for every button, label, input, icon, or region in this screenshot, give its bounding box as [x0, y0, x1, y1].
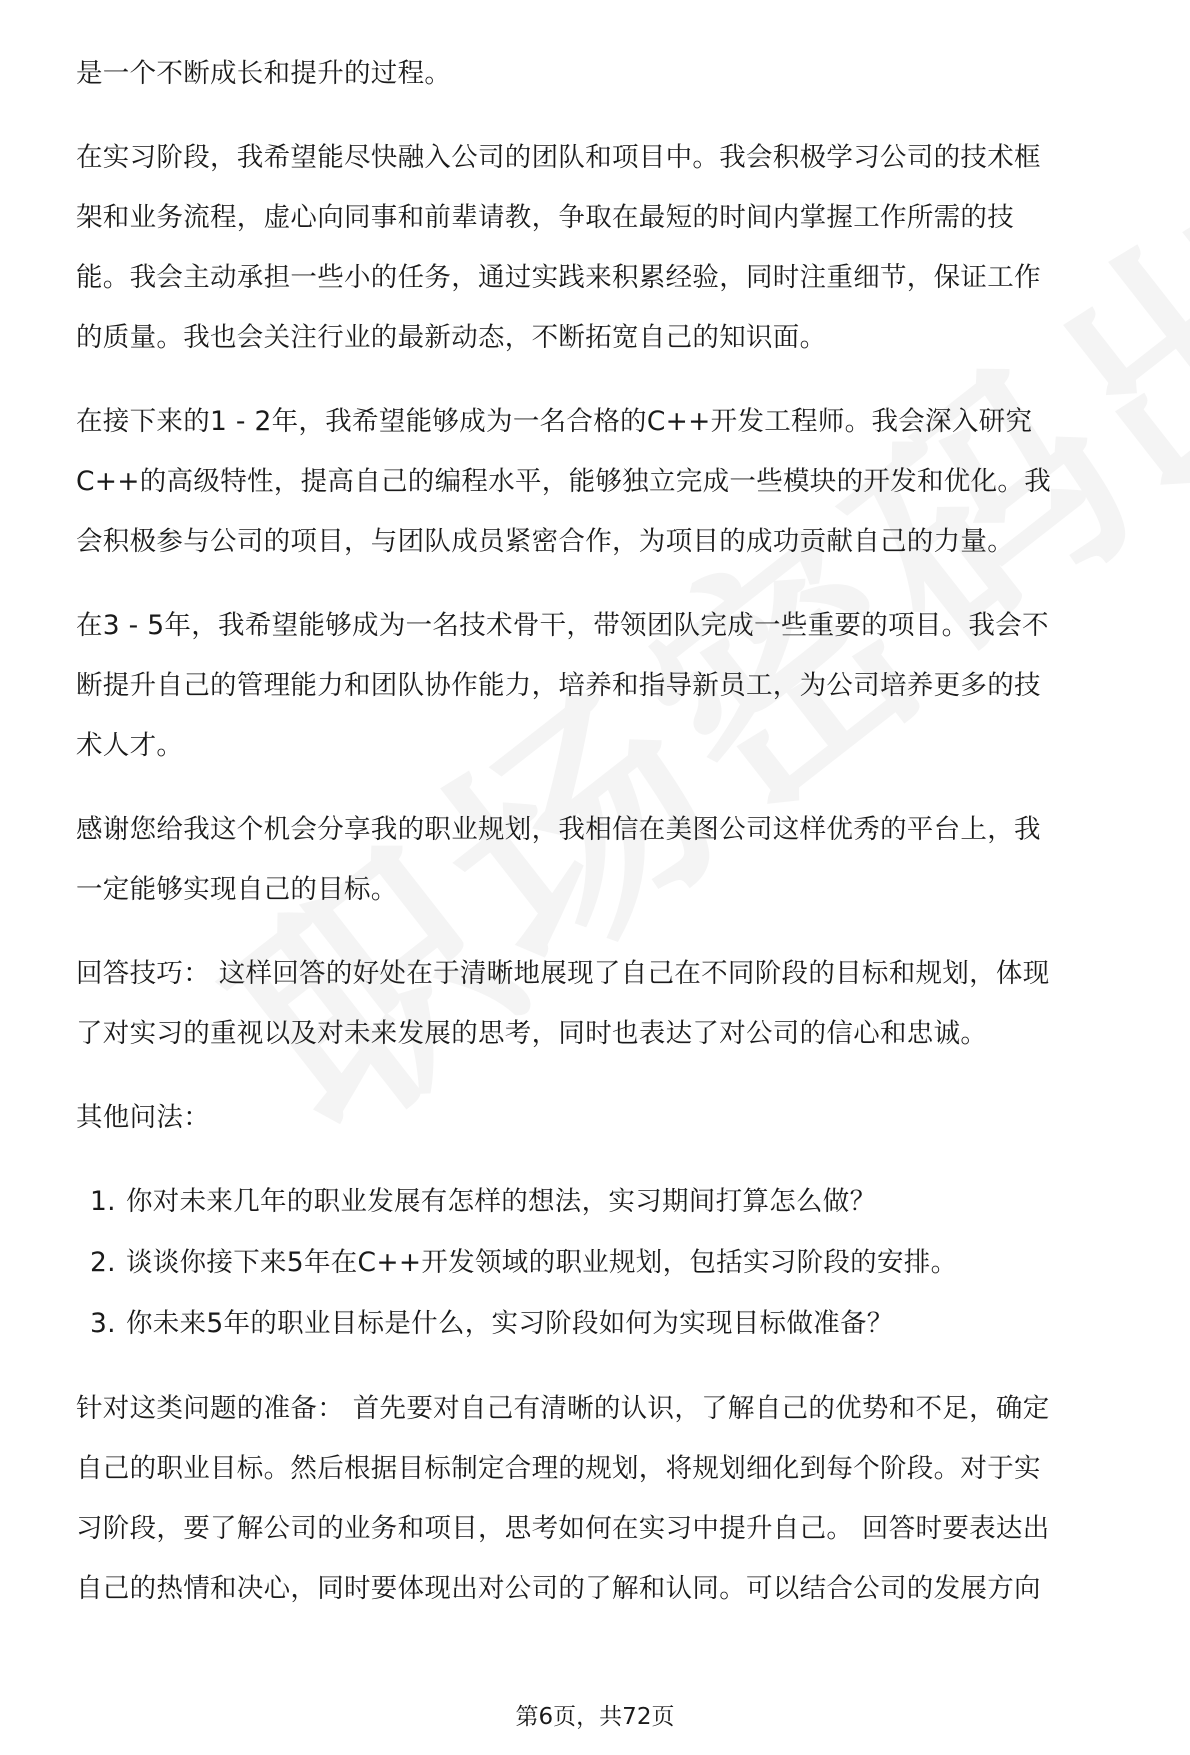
list-text: 你未来5年的职业目标是什么，实习阶段如何为实现目标做准备？ — [126, 1308, 894, 1339]
text-line: 是一个不断成长和提升的过程。 — [76, 58, 452, 89]
paragraph-internship-stage — [76, 128, 1176, 368]
text-line: 的质量。我也会关注行业的最新动态，不断拓宽自己的知识面。 — [76, 322, 827, 353]
text-line: 术人才。 — [76, 730, 184, 761]
page-number-footer: 第6页，共72页 — [515, 1704, 675, 1730]
list-number: 1. — [90, 1186, 116, 1217]
list-number: 3. — [90, 1308, 116, 1339]
paragraph-answer-tips — [76, 944, 1176, 1064]
paragraph-1-2-years — [76, 392, 1176, 572]
text-line: 在3 - 5年，我希望能够成为一名技术骨干，带领团队完成一些重要的项目。我会不 — [76, 610, 1049, 641]
other-questions-list — [76, 1172, 1176, 1355]
paragraph-preparation — [76, 1379, 1176, 1619]
paragraph-other-questions-heading — [76, 1088, 1176, 1148]
text-line: 断提升自己的管理能力和团队协作能力，培养和指导新员工，为公司培养更多的技 — [76, 670, 1041, 701]
list-number: 2. — [90, 1247, 116, 1278]
list-item — [76, 1172, 1176, 1233]
list-item — [76, 1233, 1176, 1294]
text-line: 自己的热情和决心，同时要体现出对公司的了解和认同。可以结合公司的发展方向 — [76, 1573, 1041, 1604]
list-text: 你对未来几年的职业发展有怎样的想法，实习期间打算怎么做？ — [126, 1186, 877, 1217]
text-line: 回答技巧： 这样回答的好处在于清晰地展现了自己在不同阶段的目标和规划，体现 — [76, 958, 1050, 989]
text-line: 架和业务流程，虚心向同事和前辈请教，争取在最短的时间内掌握工作所需的技 — [76, 202, 1014, 233]
text-line: 能。我会主动承担一些小的任务，通过实践来积累经验，同时注重细节，保证工作 — [76, 262, 1041, 293]
text-line: 了对实习的重视以及对未来发展的思考，同时也表达了对公司的信心和忠诚。 — [76, 1018, 988, 1049]
text-line: 针对这类问题的准备： 首先要对自己有清晰的认识，了解自己的优势和不足，确定 — [76, 1393, 1050, 1424]
paragraph-3-5-years — [76, 596, 1176, 776]
text-line: 在接下来的1 - 2年，我希望能够成为一名合格的C++开发工程师。我会深入研究 — [76, 406, 1033, 437]
text-line: 感谢您给我这个机会分享我的职业规划，我相信在美图公司这样优秀的平台上，我 — [76, 814, 1041, 845]
text-line: 其他问法： — [76, 1102, 210, 1133]
text-line: C++的高级特性，提高自己的编程水平，能够独立完成一些模块的开发和优化。我 — [76, 466, 1052, 497]
list-item — [76, 1294, 1176, 1355]
document-body — [76, 44, 1176, 1619]
list-text: 谈谈你接下来5年在C++开发领域的职业规划，包括实习阶段的安排。 — [126, 1247, 958, 1278]
text-line: 自己的职业目标。然后根据目标制定合理的规划，将规划细化到每个阶段。对于实 — [76, 1453, 1041, 1484]
paragraph-thanks — [76, 800, 1176, 920]
text-line: 一定能够实现自己的目标。 — [76, 874, 398, 905]
text-line: 在实习阶段，我希望能尽快融入公司的团队和项目中。我会积极学习公司的技术框 — [76, 142, 1041, 173]
text-line: 会积极参与公司的项目，与团队成员紧密合作，为项目的成功贡献自己的力量。 — [76, 526, 1014, 557]
paragraph-intro-end — [76, 44, 1176, 104]
text-line: 习阶段，要了解公司的业务和项目，思考如何在实习中提升自己。 回答时要表达出 — [76, 1513, 1050, 1544]
